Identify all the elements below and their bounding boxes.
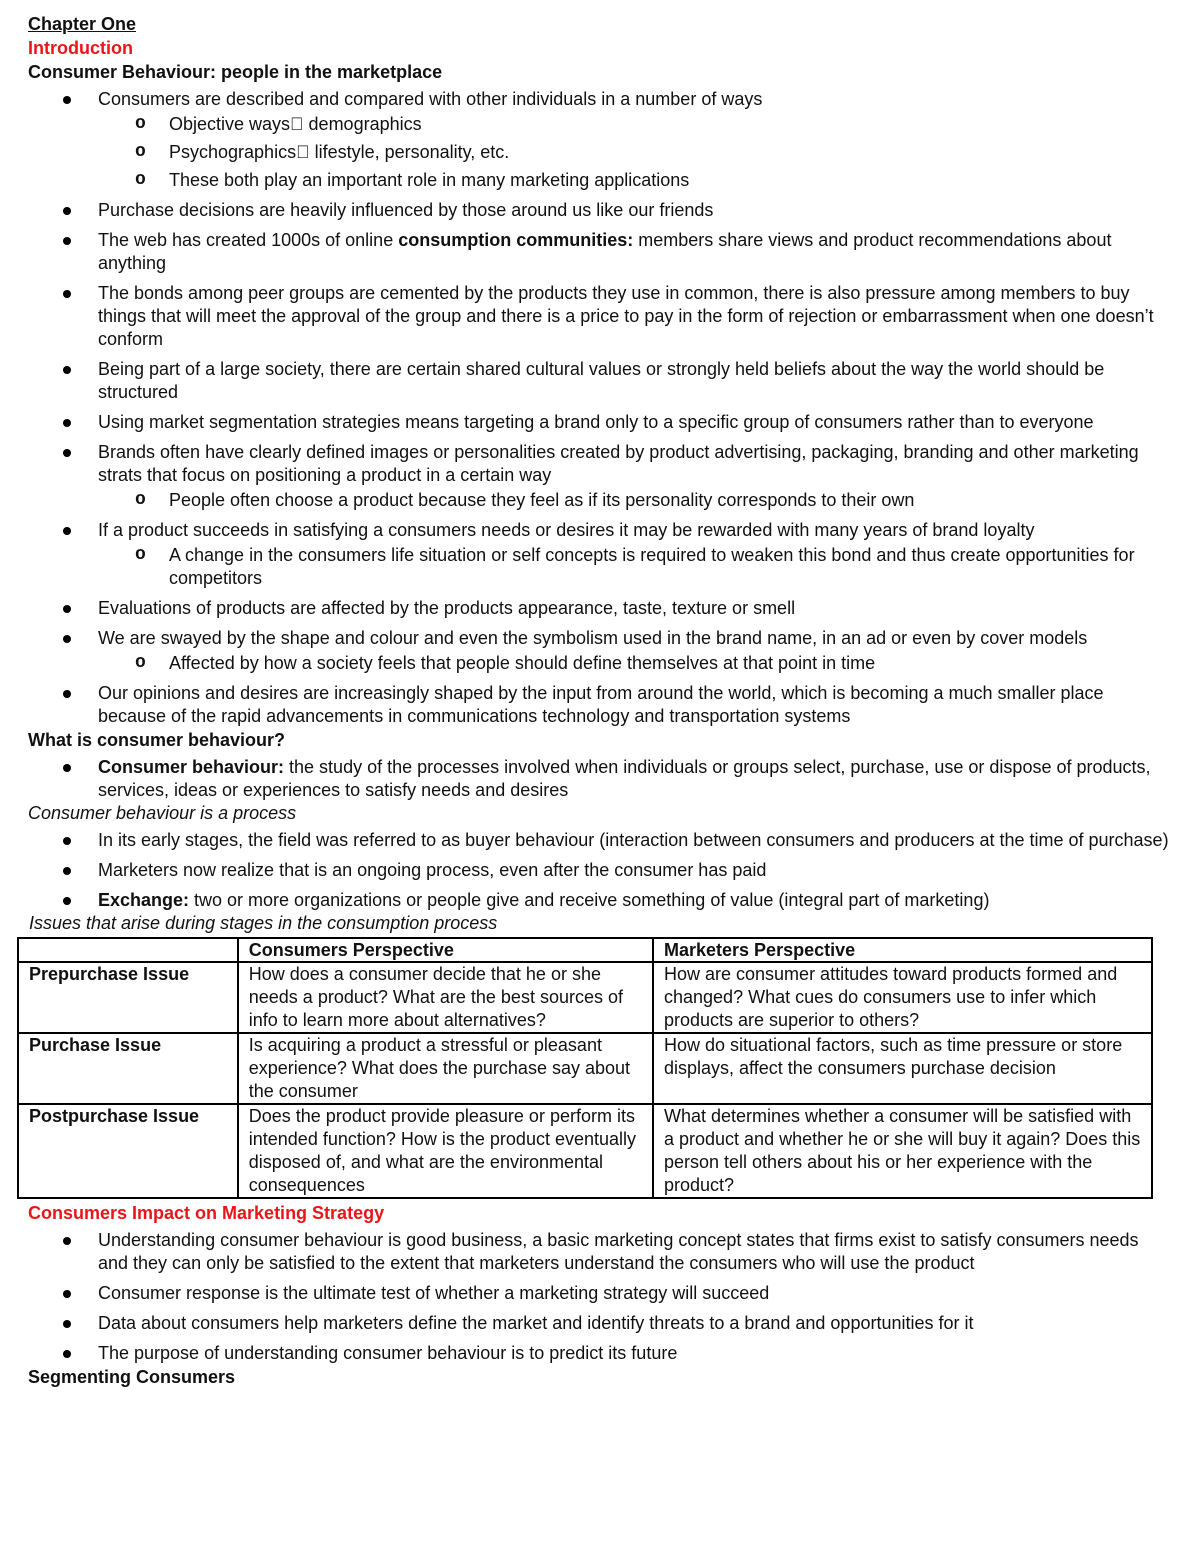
- sub-list-item: o Psychographics lifestyle, personality, etc.: [98, 141, 1172, 164]
- bullet-list-section2a: [28, 756, 1172, 802]
- list-item: In its early stages, the field was referred to as buyer behaviour (interaction between consumers and producers at the time of purchase): [28, 829, 1172, 852]
- list-item: Marketers now realize that is an ongoing process, even after the consumer has paid: [28, 859, 1172, 882]
- sub-list: [98, 113, 1172, 192]
- list-item: [28, 229, 1172, 275]
- sub-list-item: o Objective ways demographics: [98, 113, 1172, 136]
- list-item: [28, 88, 1172, 192]
- table-row-header: Purchase Issue: [18, 1033, 238, 1104]
- term-consumption-communities: consumption communities:: [398, 230, 634, 250]
- sub-list-item: o These both play an important role in many marketing applications: [98, 169, 1172, 192]
- bullet-list-section1: [28, 88, 1172, 728]
- sub-list-item: o People often choose a product because they feel as if its personality corresponds to their own: [98, 489, 1172, 512]
- bullet-list-section2b: [28, 829, 1172, 912]
- document-page: [28, 12, 1172, 1389]
- table-cell: Does the product provide pleasure or perform its intended function? How is the product eventually disposed of, and what are the environmental consequences: [238, 1104, 653, 1198]
- bullet-list-section3: [28, 1229, 1172, 1365]
- section-heading-consumer-behaviour: Consumer Behaviour: people in the marketplace: [28, 62, 443, 82]
- term-exchange: Exchange:: [98, 890, 190, 910]
- list-item-text: We are swayed by the shape and colour and even the symbolism used in the brand name, in an ad or even by cover models: [98, 628, 1088, 648]
- sub-list-item: o A change in the consumers life situation or self concepts is required to weaken this bond and thus create opportunities for competitors: [98, 544, 1172, 590]
- list-item: Understanding consumer behaviour is good business, a basic marketing concept states that firms exist to satisfy consumers needs and they can only be satisfied to the extent that marketers understand the consumers who will use the product: [28, 1229, 1172, 1275]
- sub-list: [98, 544, 1172, 590]
- list-item: Our opinions and desires are increasingly shaped by the input from around the world, which is becoming a much smaller place because of the rapid advancements in communications technology and transportation systems: [28, 682, 1172, 728]
- list-item-text: If a product succeeds in satisfying a consumers needs or desires it may be rewarded with many years of brand loyalty: [98, 520, 1035, 540]
- sub-list-item: o Affected by how a society feels that people should define themselves at that point in time: [98, 652, 1172, 675]
- list-item-text: two or more organizations or people give and receive something of value (integral part of marketing): [189, 890, 990, 910]
- table-cell: What determines whether a consumer will be satisfied with a product and whether he or she will buy it again? Does this person tell others about his or her experience with the product?: [653, 1104, 1152, 1198]
- table-cell: How are consumer attitudes toward products formed and changed? What cues do consumers use to infer which products are superior to others?: [653, 962, 1152, 1033]
- subheading-process: Consumer behaviour is a process: [28, 803, 297, 823]
- list-item: [28, 519, 1172, 590]
- list-item: Evaluations of products are affected by the products appearance, taste, texture or smell: [28, 597, 1172, 620]
- table-row-header: Prepurchase Issue: [18, 962, 238, 1033]
- list-item: The bonds among peer groups are cemented by the products they use in common, there is also pressure among members to buy things that will meet the approval of the group and there is a price to pay in the form of rejection or embarrassment when one doesn’t conform: [28, 282, 1172, 351]
- section-heading-impact: Consumers Impact on Marketing Strategy: [28, 1203, 385, 1223]
- section-heading-what-is: What is consumer behaviour?: [28, 730, 286, 750]
- list-item: [28, 441, 1172, 512]
- table-header-row: [18, 938, 1152, 962]
- list-item: Using market segmentation strategies means targeting a brand only to a specific group of consumers rather than to everyone: [28, 411, 1172, 434]
- list-item-text: members share views and product recommendations about anything: [98, 230, 1112, 273]
- table-row-header: Postpurchase Issue: [18, 1104, 238, 1198]
- sub-list: [98, 489, 1172, 512]
- table-row: [18, 1033, 1152, 1104]
- list-item: The purpose of understanding consumer behaviour is to predict its future: [28, 1342, 1172, 1365]
- list-item: [28, 756, 1172, 802]
- list-item: Consumer response is the ultimate test of whether a marketing strategy will succeed: [28, 1282, 1172, 1305]
- list-item-text: The web has created 1000s of online: [98, 230, 399, 250]
- table-cell: Is acquiring a product a stressful or pleasant experience? What does the purchase say about the consumer: [238, 1033, 653, 1104]
- section-heading-segmenting: Segmenting Consumers: [28, 1367, 236, 1387]
- table-header-cell: Consumers Perspective: [238, 938, 653, 962]
- term-consumer-behaviour: Consumer behaviour:: [98, 757, 285, 777]
- table-row: [18, 962, 1152, 1033]
- list-item: Data about consumers help marketers define the market and identify threats to a brand and opportunities for it: [28, 1312, 1172, 1335]
- list-item: [28, 889, 1172, 912]
- list-item: [28, 627, 1172, 675]
- table-header-cell: Marketers Perspective: [653, 938, 1152, 962]
- list-item-text: Brands often have clearly defined images or personalities created by product advertising, packaging, branding and other marketing strats that focus on positioning a product in a certain way: [98, 442, 1139, 485]
- list-item-text: Consumers are described and compared with other individuals in a number of ways: [98, 89, 763, 109]
- table-cell: How does a consumer decide that he or she needs a product? What are the best sources of info to learn more about alternatives?: [238, 962, 653, 1033]
- list-item: Purchase decisions are heavily influenced by those around us like our friends: [28, 199, 1172, 222]
- table-row: [18, 1104, 1152, 1198]
- table-caption: Issues that arise during stages in the consumption process: [29, 913, 498, 933]
- sub-list: [98, 652, 1172, 675]
- issues-table: [17, 937, 1153, 1199]
- table-cell: How do situational factors, such as time pressure or store displays, affect the consumers purchase decision: [653, 1033, 1152, 1104]
- chapter-title: Chapter One: [28, 14, 137, 34]
- list-item-text: the study of the processes involved when individuals or groups select, purchase, use or dispose of products, services, ideas or experiences to satisfy needs and desires: [98, 757, 1151, 800]
- list-item: Being part of a large society, there are certain shared cultural values or strongly held beliefs about the way the world should be structured: [28, 358, 1172, 404]
- intro-heading: Introduction: [28, 38, 133, 58]
- table-header-cell: [18, 938, 238, 962]
